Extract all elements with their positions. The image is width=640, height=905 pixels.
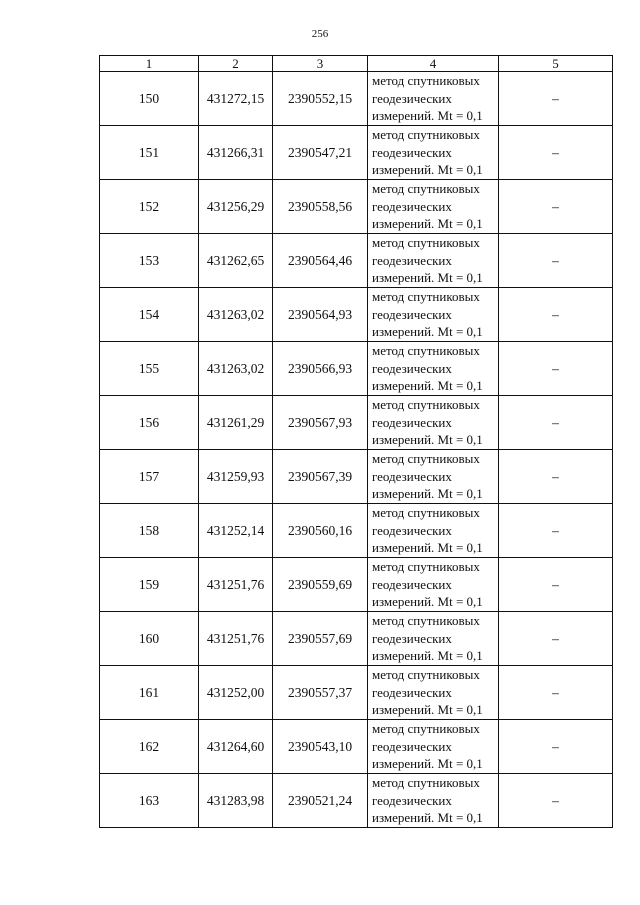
note-cell: – [499, 612, 613, 666]
method-text-line: геодезических [372, 468, 452, 484]
table-row [100, 720, 613, 774]
note-cell: – [499, 234, 613, 288]
point-number-cell: 155 [100, 342, 199, 396]
method-text-line: измерений. Mt = 0,1 [372, 216, 483, 232]
table-row [100, 558, 613, 612]
method-text-line: измерений. Mt = 0,1 [372, 108, 483, 124]
point-number-cell: 158 [100, 504, 199, 558]
note-cell: – [499, 342, 613, 396]
method-text-line: измерений. Mt = 0,1 [372, 648, 483, 664]
method-text-line: метод спутниковых [372, 775, 480, 791]
y-coordinate-cell: 2390567,39 [273, 450, 368, 504]
method-text-line: измерений. Mt = 0,1 [372, 270, 483, 286]
method-cell [368, 504, 499, 558]
table-row [100, 126, 613, 180]
method-text-line: геодезических [372, 522, 452, 538]
table-header-row [100, 56, 613, 72]
x-coordinate-cell: 431251,76 [199, 558, 273, 612]
method-text-line: геодезических [372, 198, 452, 214]
method-text-line: измерений. Mt = 0,1 [372, 810, 483, 826]
table-row [100, 504, 613, 558]
point-number-cell: 160 [100, 612, 199, 666]
note-cell: – [499, 720, 613, 774]
page-number: 256 [311, 28, 329, 40]
method-text-line: метод спутниковых [372, 289, 480, 305]
y-coordinate-cell: 2390552,15 [273, 72, 368, 126]
method-text-line: геодезических [372, 360, 452, 376]
method-text-line: метод спутниковых [372, 181, 480, 197]
note-cell: – [499, 450, 613, 504]
column-header-3: 3 [273, 56, 368, 72]
y-coordinate-cell: 2390557,69 [273, 612, 368, 666]
method-cell [368, 180, 499, 234]
point-number-cell: 162 [100, 720, 199, 774]
y-coordinate-cell: 2390521,24 [273, 774, 368, 828]
note-cell: – [499, 180, 613, 234]
note-cell: – [499, 666, 613, 720]
x-coordinate-cell: 431259,93 [199, 450, 273, 504]
x-coordinate-cell: 431264,60 [199, 720, 273, 774]
method-text-line: метод спутниковых [372, 397, 480, 413]
method-text-line: геодезических [372, 306, 452, 322]
method-text-line: геодезических [372, 252, 452, 268]
table-row [100, 612, 613, 666]
x-coordinate-cell: 431263,02 [199, 342, 273, 396]
point-number-cell: 157 [100, 450, 199, 504]
point-number-cell: 156 [100, 396, 199, 450]
y-coordinate-cell: 2390564,46 [273, 234, 368, 288]
method-text-line: измерений. Mt = 0,1 [372, 486, 483, 502]
method-text-line: метод спутниковых [372, 505, 480, 521]
method-cell [368, 720, 499, 774]
point-number-cell: 152 [100, 180, 199, 234]
method-text-line: геодезических [372, 414, 452, 430]
point-number-cell: 154 [100, 288, 199, 342]
method-text-line: геодезических [372, 630, 452, 646]
method-text-line: измерений. Mt = 0,1 [372, 378, 483, 394]
y-coordinate-cell: 2390547,21 [273, 126, 368, 180]
method-cell [368, 234, 499, 288]
x-coordinate-cell: 431251,76 [199, 612, 273, 666]
note-cell: – [499, 774, 613, 828]
method-text-line: геодезических [372, 144, 452, 160]
method-text-line: метод спутниковых [372, 613, 480, 629]
note-cell: – [499, 126, 613, 180]
method-text-line: измерений. Mt = 0,1 [372, 540, 483, 556]
method-cell [368, 288, 499, 342]
method-text-line: геодезических [372, 738, 452, 754]
method-cell [368, 72, 499, 126]
y-coordinate-cell: 2390558,56 [273, 180, 368, 234]
column-header-4: 4 [368, 56, 499, 72]
note-cell: – [499, 558, 613, 612]
y-coordinate-cell: 2390543,10 [273, 720, 368, 774]
table-row [100, 288, 613, 342]
y-coordinate-cell: 2390559,69 [273, 558, 368, 612]
y-coordinate-cell: 2390566,93 [273, 342, 368, 396]
method-text-line: геодезических [372, 792, 452, 808]
method-cell [368, 342, 499, 396]
method-text-line: метод спутниковых [372, 667, 480, 683]
x-coordinate-cell: 431261,29 [199, 396, 273, 450]
method-text-line: измерений. Mt = 0,1 [372, 594, 483, 610]
method-text-line: измерений. Mt = 0,1 [372, 432, 483, 448]
method-text-line: метод спутниковых [372, 559, 480, 575]
point-number-cell: 151 [100, 126, 199, 180]
point-number-cell: 161 [100, 666, 199, 720]
point-number-cell: 159 [100, 558, 199, 612]
method-text-line: измерений. Mt = 0,1 [372, 162, 483, 178]
point-number-cell: 153 [100, 234, 199, 288]
method-text-line: измерений. Mt = 0,1 [372, 702, 483, 718]
x-coordinate-cell: 431252,14 [199, 504, 273, 558]
column-header-5: 5 [499, 56, 613, 72]
method-cell [368, 612, 499, 666]
method-text-line: геодезических [372, 576, 452, 592]
method-text-line: измерений. Mt = 0,1 [372, 324, 483, 340]
column-header-1: 1 [100, 56, 199, 72]
method-cell [368, 666, 499, 720]
method-cell [368, 558, 499, 612]
table-row [100, 774, 613, 828]
method-text-line: метод спутниковых [372, 451, 480, 467]
note-cell: – [499, 288, 613, 342]
x-coordinate-cell: 431272,15 [199, 72, 273, 126]
x-coordinate-cell: 431256,29 [199, 180, 273, 234]
table-row [100, 234, 613, 288]
note-cell: – [499, 396, 613, 450]
x-coordinate-cell: 431283,98 [199, 774, 273, 828]
table-row [100, 450, 613, 504]
table-body [100, 72, 613, 828]
method-text-line: метод спутниковых [372, 721, 480, 737]
method-cell [368, 774, 499, 828]
note-cell: – [499, 504, 613, 558]
y-coordinate-cell: 2390564,93 [273, 288, 368, 342]
y-coordinate-cell: 2390557,37 [273, 666, 368, 720]
table-row [100, 396, 613, 450]
y-coordinate-cell: 2390560,16 [273, 504, 368, 558]
table-row [100, 180, 613, 234]
method-text-line: метод спутниковых [372, 343, 480, 359]
method-text-line: геодезических [372, 90, 452, 106]
method-cell [368, 450, 499, 504]
method-text-line: метод спутниковых [372, 127, 480, 143]
y-coordinate-cell: 2390567,93 [273, 396, 368, 450]
x-coordinate-cell: 431263,02 [199, 288, 273, 342]
table-row [100, 666, 613, 720]
method-cell [368, 126, 499, 180]
method-cell [368, 396, 499, 450]
method-text-line: метод спутниковых [372, 235, 480, 251]
method-text-line: измерений. Mt = 0,1 [372, 756, 483, 772]
x-coordinate-cell: 431262,65 [199, 234, 273, 288]
note-cell: – [499, 72, 613, 126]
table-row [100, 342, 613, 396]
coordinates-table [99, 55, 613, 828]
x-coordinate-cell: 431252,00 [199, 666, 273, 720]
table-row [100, 72, 613, 126]
point-number-cell: 150 [100, 72, 199, 126]
x-coordinate-cell: 431266,31 [199, 126, 273, 180]
point-number-cell: 163 [100, 774, 199, 828]
method-text-line: геодезических [372, 684, 452, 700]
method-text-line: метод спутниковых [372, 73, 480, 89]
column-header-2: 2 [199, 56, 273, 72]
